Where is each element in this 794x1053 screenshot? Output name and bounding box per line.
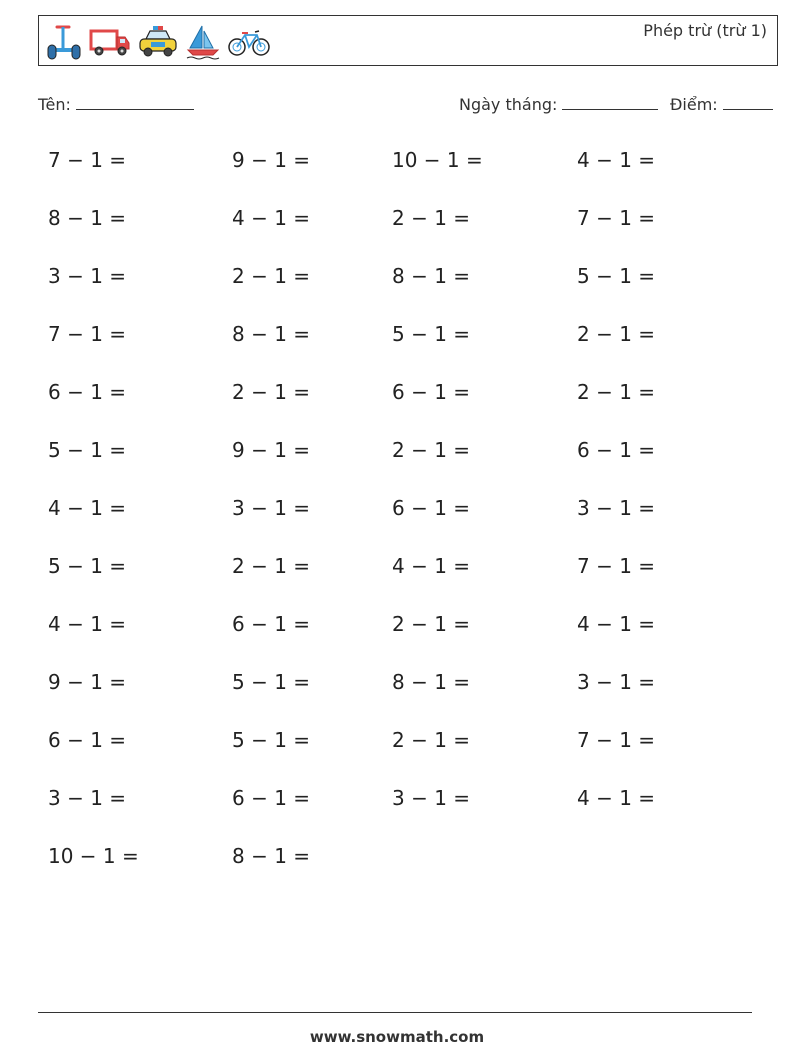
problem-item: 6 − 1 = [577, 438, 656, 462]
problem-item: 6 − 1 = [48, 380, 127, 404]
problem-item: 5 − 1 = [232, 728, 311, 752]
police-car-icon [137, 23, 179, 61]
problem-item: 7 − 1 = [48, 148, 127, 172]
problem-item: 6 − 1 = [232, 612, 311, 636]
problem-item: 9 − 1 = [48, 670, 127, 694]
problem-item: 4 − 1 = [392, 554, 471, 578]
problem-item: 8 − 1 = [392, 670, 471, 694]
problem-item: 9 − 1 = [232, 148, 311, 172]
problem-item: 5 − 1 = [232, 670, 311, 694]
problem-item: 4 − 1 = [48, 612, 127, 636]
problem-item: 8 − 1 = [48, 206, 127, 230]
problem-item: 5 − 1 = [48, 438, 127, 462]
problem-item: 6 − 1 = [48, 728, 127, 752]
problem-item: 4 − 1 = [577, 786, 656, 810]
bicycle-icon [227, 23, 271, 61]
problem-item: 3 − 1 = [577, 670, 656, 694]
date-label: Ngày tháng: [459, 95, 558, 114]
problem-item: 2 − 1 = [232, 380, 311, 404]
problem-item: 2 − 1 = [392, 728, 471, 752]
problem-item: 3 − 1 = [577, 496, 656, 520]
problem-item: 2 − 1 = [392, 206, 471, 230]
score-blank[interactable] [723, 94, 773, 110]
score-label: Điểm: [670, 95, 718, 114]
problem-item: 10 − 1 = [48, 844, 139, 868]
problem-item: 4 − 1 = [232, 206, 311, 230]
problem-item: 4 − 1 = [48, 496, 127, 520]
problem-item: 3 − 1 = [48, 264, 127, 288]
truck-icon [89, 23, 131, 61]
problem-item: 7 − 1 = [577, 728, 656, 752]
problem-item: 5 − 1 = [577, 264, 656, 288]
worksheet-title: Phép trừ (trừ 1) [643, 21, 767, 40]
name-label: Tên: [38, 95, 71, 114]
problem-item: 4 − 1 = [577, 148, 656, 172]
problem-item: 5 − 1 = [392, 322, 471, 346]
problem-item: 4 − 1 = [577, 612, 656, 636]
name-field [38, 94, 194, 114]
header-box [38, 15, 778, 66]
score-field [670, 94, 773, 114]
problem-item: 2 − 1 = [232, 264, 311, 288]
problem-item: 3 − 1 = [392, 786, 471, 810]
date-blank[interactable] [562, 94, 658, 110]
problem-item: 2 − 1 = [232, 554, 311, 578]
problem-item: 3 − 1 = [232, 496, 311, 520]
problem-item: 3 − 1 = [48, 786, 127, 810]
problem-item: 6 − 1 = [232, 786, 311, 810]
problem-item: 2 − 1 = [392, 438, 471, 462]
header-icons [45, 22, 271, 62]
problem-item: 5 − 1 = [48, 554, 127, 578]
problem-item: 2 − 1 = [577, 322, 656, 346]
name-blank[interactable] [76, 94, 194, 110]
problem-item: 7 − 1 = [577, 206, 656, 230]
footer-divider [38, 1012, 752, 1013]
problem-item: 8 − 1 = [392, 264, 471, 288]
date-field [459, 94, 658, 114]
problem-item: 6 − 1 = [392, 380, 471, 404]
problem-item: 2 − 1 = [392, 612, 471, 636]
problem-item: 6 − 1 = [392, 496, 471, 520]
problem-item: 2 − 1 = [577, 380, 656, 404]
problem-item: 8 − 1 = [232, 322, 311, 346]
problem-item: 7 − 1 = [48, 322, 127, 346]
sailboat-icon [185, 23, 221, 61]
footer-url: www.snowmath.com [309, 1028, 485, 1046]
problem-item: 7 − 1 = [577, 554, 656, 578]
problem-item: 8 − 1 = [232, 844, 311, 868]
problem-item: 9 − 1 = [232, 438, 311, 462]
scooter-icon [45, 23, 83, 61]
problem-item: 10 − 1 = [392, 148, 483, 172]
